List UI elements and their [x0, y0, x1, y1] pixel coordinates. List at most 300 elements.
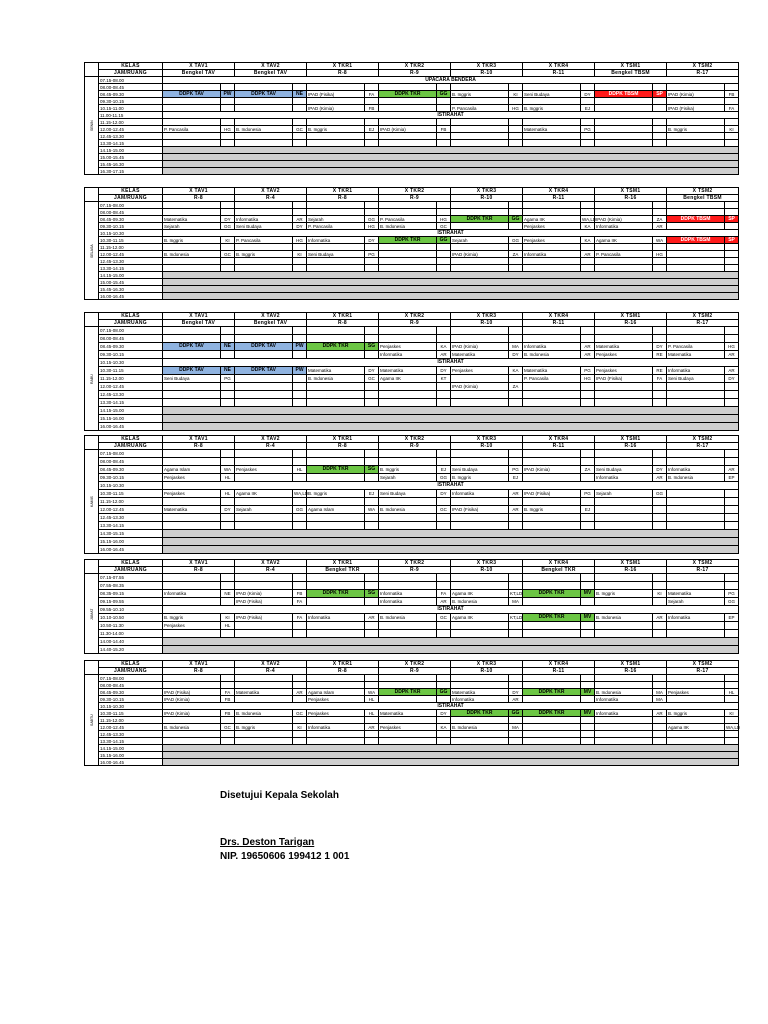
teacher-code-cell [221, 582, 235, 590]
class-header: X TKR2 [379, 560, 451, 567]
teacher-code-cell [725, 335, 739, 343]
subject-cell [379, 251, 437, 258]
subject-cell: DDPK TKR [523, 590, 581, 598]
subject-cell [451, 514, 509, 522]
teacher-code-cell [653, 622, 667, 630]
subject-cell [451, 258, 509, 265]
teacher-code-cell [221, 140, 235, 147]
subject-cell [595, 244, 653, 251]
teacher-code-cell [365, 458, 379, 466]
subject-cell: B. Inggris [523, 506, 581, 514]
teacher-code-cell: AR [293, 689, 307, 696]
time-slot: 15.15-16.00 [99, 538, 163, 546]
class-header: X TKR1 [307, 188, 379, 195]
teacher-code-cell [221, 498, 235, 506]
teacher-code-cell [365, 522, 379, 530]
teacher-code-cell [221, 84, 235, 91]
time-slot: 13.30-14.15 [99, 522, 163, 530]
subject-cell: IPAD (Kimia) [379, 126, 437, 133]
room-label: R-17 [667, 668, 739, 675]
ruang-label: JAM/RUANG [99, 443, 163, 450]
subject-cell: DDPK TKR [451, 216, 509, 223]
ruang-label: JAM/RUANG [99, 195, 163, 202]
no-header [85, 436, 99, 450]
empty-slot [163, 272, 739, 279]
time-slot: 16.00-16.45 [99, 423, 163, 431]
subject-cell [595, 450, 653, 458]
subject-cell: Agama IIK [595, 237, 653, 244]
teacher-code-cell: DY [221, 506, 235, 514]
teacher-code-cell [293, 731, 307, 738]
subject-cell: Penjaskes [523, 237, 581, 244]
subject-cell [307, 265, 365, 272]
subject-cell [667, 630, 725, 638]
teacher-code-cell [653, 675, 667, 682]
teacher-code-cell: FA [293, 614, 307, 622]
subject-cell [595, 682, 653, 689]
subject-cell [667, 140, 725, 147]
time-slot: 09.30-10.15 [99, 351, 163, 359]
teacher-code-cell [437, 105, 451, 112]
teacher-code-cell [509, 119, 523, 126]
subject-cell [379, 383, 437, 391]
teacher-code-cell: EP [725, 474, 739, 482]
teacher-code-cell: PW [221, 91, 235, 98]
empty-slot [163, 745, 739, 752]
teacher-code-cell [509, 399, 523, 407]
subject-cell [163, 98, 221, 105]
class-header: X TKR3 [451, 436, 523, 443]
subject-cell [163, 458, 221, 466]
subject-cell [667, 450, 725, 458]
class-header: X TAV1 [163, 436, 235, 443]
subject-cell: DDPK TKR [307, 590, 365, 598]
subject-cell: B. Inggris [163, 614, 221, 622]
subject-cell: Penjaskes [307, 696, 365, 703]
subject-cell: B. Indonesia [163, 724, 221, 731]
time-slot: 07.15-07.55 [99, 574, 163, 582]
time-slot: 16.00-16.45 [99, 546, 163, 554]
teacher-code-cell [509, 450, 523, 458]
room-label: Bengkel TBSM [667, 195, 739, 202]
teacher-code-cell: PW [293, 367, 307, 375]
room-label: R-8 [163, 668, 235, 675]
teacher-code-cell: KA [581, 223, 595, 230]
subject-cell: Agama IIK [451, 590, 509, 598]
teacher-code-cell: GC [293, 126, 307, 133]
empty-slot [163, 538, 739, 546]
day-label: KAMIS [85, 450, 99, 554]
teacher-code-cell: KI [221, 614, 235, 622]
teacher-code-cell [509, 630, 523, 638]
subject-cell [523, 391, 581, 399]
time-slot: 07.15-08.00 [99, 77, 163, 84]
teacher-code-cell [221, 574, 235, 582]
teacher-code-cell [221, 98, 235, 105]
subject-cell: Matematika [235, 689, 293, 696]
teacher-code-cell [581, 522, 595, 530]
teacher-code-cell [725, 84, 739, 91]
room-label: Bengkel TAV [235, 70, 307, 77]
teacher-code-cell [365, 258, 379, 265]
teacher-code-cell [725, 244, 739, 251]
subject-cell [595, 258, 653, 265]
subject-cell [451, 126, 509, 133]
subject-cell [451, 133, 509, 140]
subject-cell: IPAD (Kimia) [451, 343, 509, 351]
class-header: X TAV1 [163, 661, 235, 668]
teacher-code-cell: SP [725, 216, 739, 223]
subject-cell: DDPK TKR [379, 237, 437, 244]
subject-cell [451, 244, 509, 251]
teacher-code-cell [581, 682, 595, 689]
teacher-code-cell [293, 682, 307, 689]
teacher-code-cell [437, 133, 451, 140]
room-label: R-16 [595, 195, 667, 202]
class-header: X TKR4 [523, 661, 595, 668]
principal-nip: NIP. 19650606 199412 1 001 [220, 851, 350, 862]
teacher-code-cell [293, 258, 307, 265]
teacher-code-cell: MA [509, 343, 523, 351]
subject-cell [235, 498, 293, 506]
teacher-code-cell: AR [365, 724, 379, 731]
teacher-code-cell [365, 119, 379, 126]
teacher-code-cell: KI [509, 91, 523, 98]
subject-cell: Informatika [595, 696, 653, 703]
subject-cell [667, 490, 725, 498]
teacher-code-cell [581, 514, 595, 522]
teacher-code-cell [725, 399, 739, 407]
teacher-code-cell [293, 514, 307, 522]
subject-cell [451, 682, 509, 689]
teacher-code-cell [725, 209, 739, 216]
subject-cell [379, 209, 437, 216]
teacher-code-cell: GC [365, 375, 379, 383]
istirahat-row: ISTIRAHAT [163, 359, 739, 367]
teacher-code-cell: DY [509, 351, 523, 359]
teacher-code-cell [365, 450, 379, 458]
time-slot: 11.00-11.15 [99, 112, 163, 119]
teacher-code-cell [581, 119, 595, 126]
teacher-code-cell: GG [509, 710, 523, 717]
room-label: R-9 [379, 567, 451, 574]
subject-cell [523, 682, 581, 689]
teacher-code-cell [293, 335, 307, 343]
time-slot: 14.15-15.00 [99, 272, 163, 279]
teacher-code-cell: PG [221, 375, 235, 383]
teacher-code-cell [581, 458, 595, 466]
teacher-code-cell [581, 675, 595, 682]
subject-cell [307, 133, 365, 140]
class-header: X TKR2 [379, 436, 451, 443]
subject-cell [235, 450, 293, 458]
class-header: X TKR4 [523, 188, 595, 195]
room-label: R-16 [595, 443, 667, 450]
teacher-code-cell [581, 335, 595, 343]
teacher-code-cell [509, 675, 523, 682]
subject-cell [235, 682, 293, 689]
teacher-code-cell [725, 522, 739, 530]
subject-cell [595, 140, 653, 147]
teacher-code-cell [293, 522, 307, 530]
teacher-code-cell [509, 498, 523, 506]
class-header: X TAV1 [163, 560, 235, 567]
teacher-code-cell: DY [437, 490, 451, 498]
subject-cell [235, 696, 293, 703]
teacher-code-cell [581, 738, 595, 745]
teacher-code-cell [293, 202, 307, 209]
teacher-code-cell: EJ [581, 105, 595, 112]
subject-cell: Informatika [451, 490, 509, 498]
teacher-code-cell [509, 258, 523, 265]
teacher-code-cell [365, 244, 379, 251]
subject-cell: Penjaskes [523, 223, 581, 230]
time-slot: 10.30-11.15 [99, 367, 163, 375]
subject-cell: IPAD (Fisika) [235, 598, 293, 606]
time-slot: 13.30-14.15 [99, 399, 163, 407]
time-slot: 09.30-10.15 [99, 223, 163, 230]
subject-cell [307, 738, 365, 745]
teacher-code-cell: HG [365, 223, 379, 230]
teacher-code-cell [653, 105, 667, 112]
room-label: R-16 [595, 320, 667, 327]
teacher-code-cell: KA [437, 724, 451, 731]
room-label: R-8 [163, 443, 235, 450]
room-label: R-16 [595, 567, 667, 574]
room-label: R-17 [667, 567, 739, 574]
teacher-code-cell [653, 399, 667, 407]
subject-cell [667, 223, 725, 230]
teacher-code-cell: EJ [581, 506, 595, 514]
time-slot: 12.45-13.30 [99, 731, 163, 738]
teacher-code-cell [509, 391, 523, 399]
teacher-code-cell [581, 84, 595, 91]
subject-cell [451, 327, 509, 335]
teacher-code-cell [581, 630, 595, 638]
subject-cell [595, 498, 653, 506]
subject-cell [523, 675, 581, 682]
subject-cell: Informatika [595, 474, 653, 482]
teacher-code-cell [365, 84, 379, 91]
teacher-code-cell [437, 574, 451, 582]
subject-cell [235, 630, 293, 638]
room-label: R-11 [523, 668, 595, 675]
teacher-code-cell [581, 724, 595, 731]
teacher-code-cell: SG [365, 466, 379, 474]
teacher-code-cell: FA [221, 689, 235, 696]
teacher-code-cell: MV [581, 590, 595, 598]
teacher-code-cell: SP [653, 91, 667, 98]
subject-cell [163, 140, 221, 147]
subject-cell [379, 391, 437, 399]
teacher-code-cell: PG [581, 490, 595, 498]
time-slot: 12.00-12.45 [99, 506, 163, 514]
subject-cell [451, 622, 509, 630]
teacher-code-cell [437, 399, 451, 407]
subject-cell [595, 133, 653, 140]
subject-cell [163, 731, 221, 738]
class-header: X TSM2 [667, 313, 739, 320]
subject-cell: DDPK TBSM [595, 91, 653, 98]
subject-cell [163, 522, 221, 530]
time-slot: 07.15-08.00 [99, 327, 163, 335]
teacher-code-cell [581, 391, 595, 399]
subject-cell: Penjaskes [595, 351, 653, 359]
teacher-code-cell: HL [365, 710, 379, 717]
teacher-code-cell [221, 399, 235, 407]
subject-cell [307, 598, 365, 606]
time-slot: 15.15-16.00 [99, 752, 163, 759]
subject-cell [667, 391, 725, 399]
class-header: X TKR2 [379, 661, 451, 668]
no-header [85, 661, 99, 675]
teacher-code-cell [725, 498, 739, 506]
subject-cell [307, 450, 365, 458]
class-header: X TSM1 [595, 188, 667, 195]
subject-cell [595, 84, 653, 91]
room-label: R-4 [235, 668, 307, 675]
empty-slot [163, 546, 739, 554]
teacher-code-cell [509, 98, 523, 105]
subject-cell: Sejarah [667, 598, 725, 606]
subject-cell: Informatika [163, 590, 221, 598]
subject-cell [451, 399, 509, 407]
room-label: R-8 [307, 668, 379, 675]
teacher-code-cell: PG [509, 466, 523, 474]
teacher-code-cell [293, 696, 307, 703]
class-header: X TSM2 [667, 436, 739, 443]
teacher-code-cell: HG [293, 237, 307, 244]
room-label: R-11 [523, 320, 595, 327]
class-header: X TKR1 [307, 63, 379, 70]
teacher-code-cell [653, 498, 667, 506]
subject-cell: IPAD (Fisika) [307, 91, 365, 98]
teacher-code-cell: HG [725, 343, 739, 351]
kelas-label: KELAS [99, 188, 163, 195]
class-header: X TKR3 [451, 188, 523, 195]
teacher-code-cell [221, 630, 235, 638]
teacher-code-cell [365, 582, 379, 590]
teacher-code-cell: FB [365, 105, 379, 112]
teacher-code-cell: PG [725, 590, 739, 598]
subject-cell: Sejarah [595, 490, 653, 498]
teacher-code-cell: KI [293, 251, 307, 258]
teacher-code-cell [653, 335, 667, 343]
teacher-code-cell [221, 209, 235, 216]
teacher-code-cell [437, 335, 451, 343]
subject-cell [451, 140, 509, 147]
teacher-code-cell: HL [293, 466, 307, 474]
teacher-code-cell [437, 514, 451, 522]
subject-cell [163, 105, 221, 112]
teacher-code-cell [725, 630, 739, 638]
subject-cell: DDPK TKR [379, 91, 437, 98]
teacher-code-cell [221, 731, 235, 738]
class-header: X TKR1 [307, 560, 379, 567]
time-slot: 14.15-15.00 [99, 147, 163, 154]
time-slot: 12.00-12.45 [99, 724, 163, 731]
teacher-code-cell [581, 98, 595, 105]
teacher-code-cell: WA,LD [582, 216, 597, 222]
teacher-code-cell [509, 84, 523, 91]
teacher-code-cell: FB [293, 590, 307, 598]
subject-cell [667, 522, 725, 530]
subject-cell [523, 335, 581, 343]
subject-cell [667, 383, 725, 391]
subject-cell: P. Pancasila [523, 375, 581, 383]
subject-cell [667, 202, 725, 209]
teacher-code-cell: WA,LD [726, 724, 741, 730]
subject-cell [235, 574, 293, 582]
room-label: R-10 [451, 443, 523, 450]
subject-cell [235, 258, 293, 265]
subject-cell: DDPK TAV [163, 91, 221, 98]
subject-cell [595, 731, 653, 738]
teacher-code-cell [437, 98, 451, 105]
subject-cell: P. Pancasila [163, 126, 221, 133]
teacher-code-cell [725, 202, 739, 209]
teacher-code-cell: GG [653, 490, 667, 498]
ruang-label: JAM/RUANG [99, 668, 163, 675]
time-slot: 12.45-13.30 [99, 258, 163, 265]
time-slot: 10.50-11.30 [99, 622, 163, 630]
teacher-code-cell [725, 731, 739, 738]
teacher-code-cell: GG [221, 223, 235, 230]
subject-cell: Penjaskes [307, 710, 365, 717]
subject-cell: Informatika [595, 710, 653, 717]
subject-cell [163, 244, 221, 251]
teacher-code-cell [221, 682, 235, 689]
subject-cell: B. Inggris [667, 126, 725, 133]
subject-cell [523, 498, 581, 506]
teacher-code-cell [437, 327, 451, 335]
time-slot: 09.55-10.10 [99, 606, 163, 614]
teacher-code-cell: RE [653, 351, 667, 359]
subject-cell [235, 582, 293, 590]
room-label: R-8 [163, 567, 235, 574]
subject-cell: B. Inggris [451, 474, 509, 482]
room-label: Bengkel TAV [235, 320, 307, 327]
time-slot: 07.15-08.00 [99, 450, 163, 458]
teacher-code-cell [293, 133, 307, 140]
empty-slot [163, 423, 739, 431]
teacher-code-cell: FA [653, 375, 667, 383]
teacher-code-cell [725, 675, 739, 682]
teacher-code-cell [293, 630, 307, 638]
teacher-code-cell [221, 675, 235, 682]
subject-cell [163, 498, 221, 506]
subject-cell [523, 514, 581, 522]
time-slot: 08.35-09.15 [99, 590, 163, 598]
subject-cell: Matematika [451, 351, 509, 359]
teacher-code-cell [437, 202, 451, 209]
teacher-code-cell [365, 675, 379, 682]
teacher-code-cell [221, 391, 235, 399]
teacher-code-cell: FB [437, 126, 451, 133]
subject-cell [235, 140, 293, 147]
teacher-code-cell [221, 105, 235, 112]
teacher-code-cell [581, 383, 595, 391]
subject-cell: Seni Budaya [667, 375, 725, 383]
subject-cell: Informatika [451, 696, 509, 703]
teacher-code-cell: WA [221, 466, 235, 474]
teacher-code-cell [509, 514, 523, 522]
teacher-code-cell [293, 98, 307, 105]
time-slot: 11.30-14.00 [99, 630, 163, 638]
teacher-code-cell [365, 717, 379, 724]
subject-cell [595, 630, 653, 638]
subject-cell [307, 675, 365, 682]
